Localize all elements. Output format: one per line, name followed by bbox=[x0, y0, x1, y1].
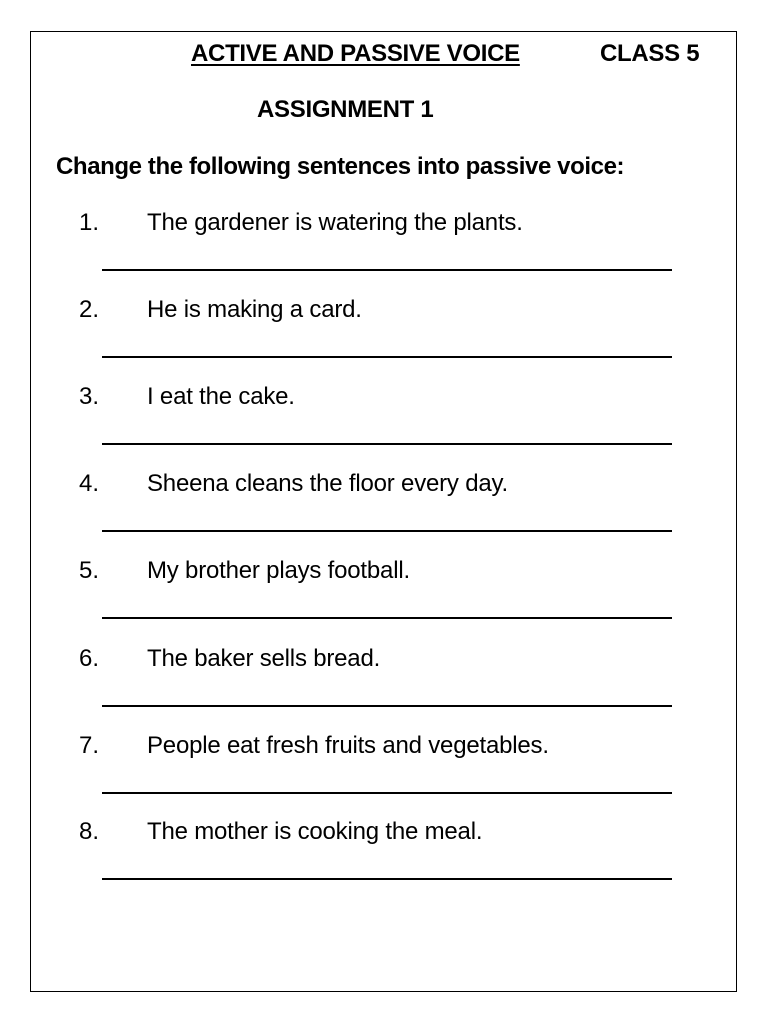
answer-line bbox=[102, 443, 672, 445]
question-item bbox=[0, 557, 768, 644]
answer-line bbox=[102, 356, 672, 358]
answer-line bbox=[102, 878, 672, 880]
question-text: He is making a card. bbox=[147, 296, 362, 323]
question-number: 1. bbox=[79, 209, 100, 236]
question-text: The mother is cooking the meal. bbox=[147, 818, 483, 845]
question-item bbox=[0, 732, 768, 819]
question-number: 2. bbox=[79, 296, 100, 323]
question-text: People eat fresh fruits and vegetables. bbox=[147, 732, 549, 759]
class-label: CLASS 5 bbox=[600, 40, 700, 67]
question-text: The gardener is watering the plants. bbox=[147, 209, 523, 236]
question-number: 3. bbox=[79, 383, 100, 410]
question-number: 5. bbox=[79, 557, 100, 584]
question-item bbox=[0, 383, 768, 470]
worksheet-title: ACTIVE AND PASSIVE VOICE bbox=[191, 40, 520, 67]
question-item bbox=[0, 296, 768, 383]
answer-line bbox=[102, 530, 672, 532]
question-item bbox=[0, 470, 768, 557]
question-number: 6. bbox=[79, 645, 100, 672]
question-item bbox=[0, 209, 768, 296]
answer-line bbox=[102, 792, 672, 794]
question-number: 7. bbox=[79, 732, 100, 759]
question-text: The baker sells bread. bbox=[147, 645, 381, 672]
question-text: I eat the cake. bbox=[147, 383, 295, 410]
assignment-heading: ASSIGNMENT 1 bbox=[257, 96, 434, 123]
question-item bbox=[0, 818, 768, 905]
question-number: 4. bbox=[79, 470, 100, 497]
answer-line bbox=[102, 269, 672, 271]
answer-line bbox=[102, 705, 672, 707]
question-item bbox=[0, 645, 768, 732]
question-text: Sheena cleans the floor every day. bbox=[147, 470, 508, 497]
instruction-text: Change the following sentences into passive voice: bbox=[56, 153, 625, 180]
question-number: 8. bbox=[79, 818, 100, 845]
question-text: My brother plays football. bbox=[147, 557, 410, 584]
answer-line bbox=[102, 617, 672, 619]
